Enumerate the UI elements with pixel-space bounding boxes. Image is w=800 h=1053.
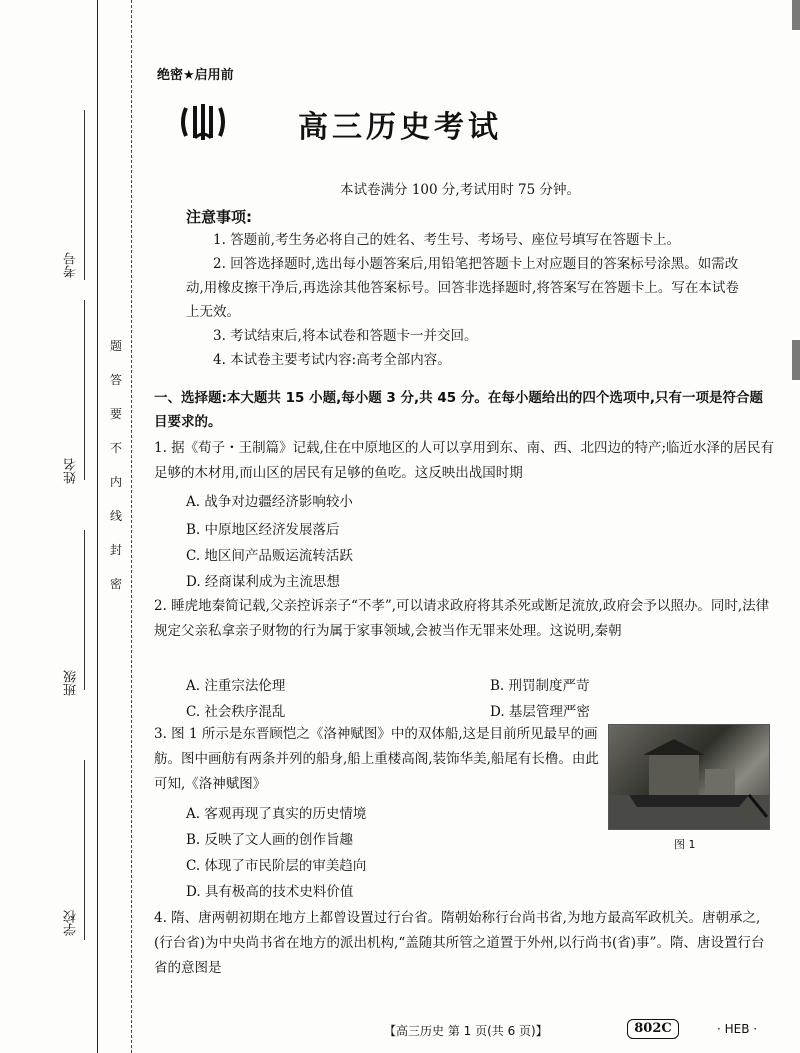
class-label: 班级 [64,670,79,696]
q1-option-c[interactable]: C. 地区间产品贩运流转活跃 [186,548,353,564]
notice-item: 4. 本试卷主要考试内容:高考全部内容。 [213,352,451,368]
school-field[interactable] [84,760,85,940]
figure-1-painting [608,724,770,830]
seal-char: 线 [109,509,122,523]
q3-option-d[interactable]: D. 具有极高的技术史料价值 [186,884,354,900]
figure-1-caption: 图 1 [674,838,696,851]
q2-option-c[interactable]: C. 社会秩序混乱 [186,704,286,720]
binding-line [97,0,98,1053]
q3-option-c[interactable]: C. 体现了市民阶层的审美趋向 [186,858,367,874]
exam-no-label: 考号 [64,252,79,278]
q3-option-b[interactable]: B. 反映了文人画的创作旨趣 [186,832,354,848]
q2-option-a[interactable]: A. 注重宗法伦理 [186,678,286,694]
q1-option-a[interactable]: A. 战争对边疆经济影响较小 [186,494,353,510]
question-1-stem: 1. 据《荀子・王制篇》记载,住在中原地区的人可以享用到东、南、西、北四边的特产;临近水泽的居民有足够的木材用,而山区的居民有足够的鱼吃。这反映出战国时期 [154,440,775,481]
paper-code-badge: 802C [627,1019,679,1039]
seal-char: 内 [109,475,122,489]
seal-char: 不 [109,441,122,455]
seal-char: 密 [109,577,122,591]
seal-char: 题 [109,339,122,353]
notice-item: 1. 答题前,考生务必将自己的姓名、考生号、考场号、座位号填写在答题卡上。 [213,232,680,248]
scan-edge [792,0,800,1053]
secret-label: 绝密★启用前 [157,68,234,83]
class-field[interactable] [84,530,85,690]
boat-painting-icon [609,725,769,829]
question-3-stem: 3. 图 1 所示是东晋顾恺之《洛神赋图》中的双体船,这是目前所见最早的画舫。图中画舫有两条并列的船身,船上重楼高阁,装饰华美,船尾有长橹。由此可知,《洛神赋图》 [154,726,599,792]
name-label: 姓名 [64,458,79,484]
seal-line [131,0,132,1053]
q3-option-a[interactable]: A. 客观再现了真实的历史情境 [186,806,367,822]
seal-notice [108,340,124,612]
q2-option-d[interactable]: D. 基层管理严密 [490,704,590,720]
question-4-stem: 4. 隋、唐两朝初期在地方上都曾设置过行台省。隋朝始称行台尚书省,为地方最高军政机关。唐朝承之,(行台省)为中央尚书省在地方的派出机构,“盖随其所管之道置于外州,以行尚书(省)事”。隋、唐设置行台省的意图是 [154,910,765,976]
seal-char: 要 [109,407,122,421]
seal-char: 答 [109,373,122,387]
name-field[interactable] [84,300,85,480]
page-footer: 【高三历史 第 1 页(共 6 页)】 [384,1024,548,1038]
question-2-stem: 2. 睡虎地秦简记载,父亲控诉亲子“不孝”,可以请求政府将其杀死或断足流放,政府会予以照办。同时,法律规定父亲私拿亲子财物的行为属于家事领域,会被当作无罪来处理。这说明,秦朝 [154,598,770,639]
q1-option-b[interactable]: B. 中原地区经济发展落后 [186,522,340,538]
seal-char: 封 [109,543,122,557]
notice-item: 2. 回答选择题时,选出每小题答案后,用铅笔把答题卡上对应题目的答案标号涂黑。如需改动,用橡皮擦干净后,再选涂其他答案标号。回答非选择题时,将答案写在答题卡上。写在本试卷上无效。 [186,256,739,320]
q1-option-d[interactable]: D. 经商谋利成为主流思想 [186,574,340,590]
score-info: 本试卷满分 100 分,考试用时 75 分钟。 [340,182,580,198]
school-label: 学校 [64,910,79,936]
section-heading: 一、选择题:本大题共 15 小题,每小题 3 分,共 45 分。在每小题给出的四个选项中,只有一项是符合题目要求的。 [154,390,763,430]
page-title: 高三历史考试 [298,110,502,145]
notice-item: 3. 考试结束后,将本试卷和答题卡一并交回。 [213,328,478,344]
region-tag: · HEB · [717,1022,758,1036]
notice-title: 注意事项: [186,208,252,226]
q2-option-b[interactable]: B. 刑罚制度严苛 [490,678,590,694]
